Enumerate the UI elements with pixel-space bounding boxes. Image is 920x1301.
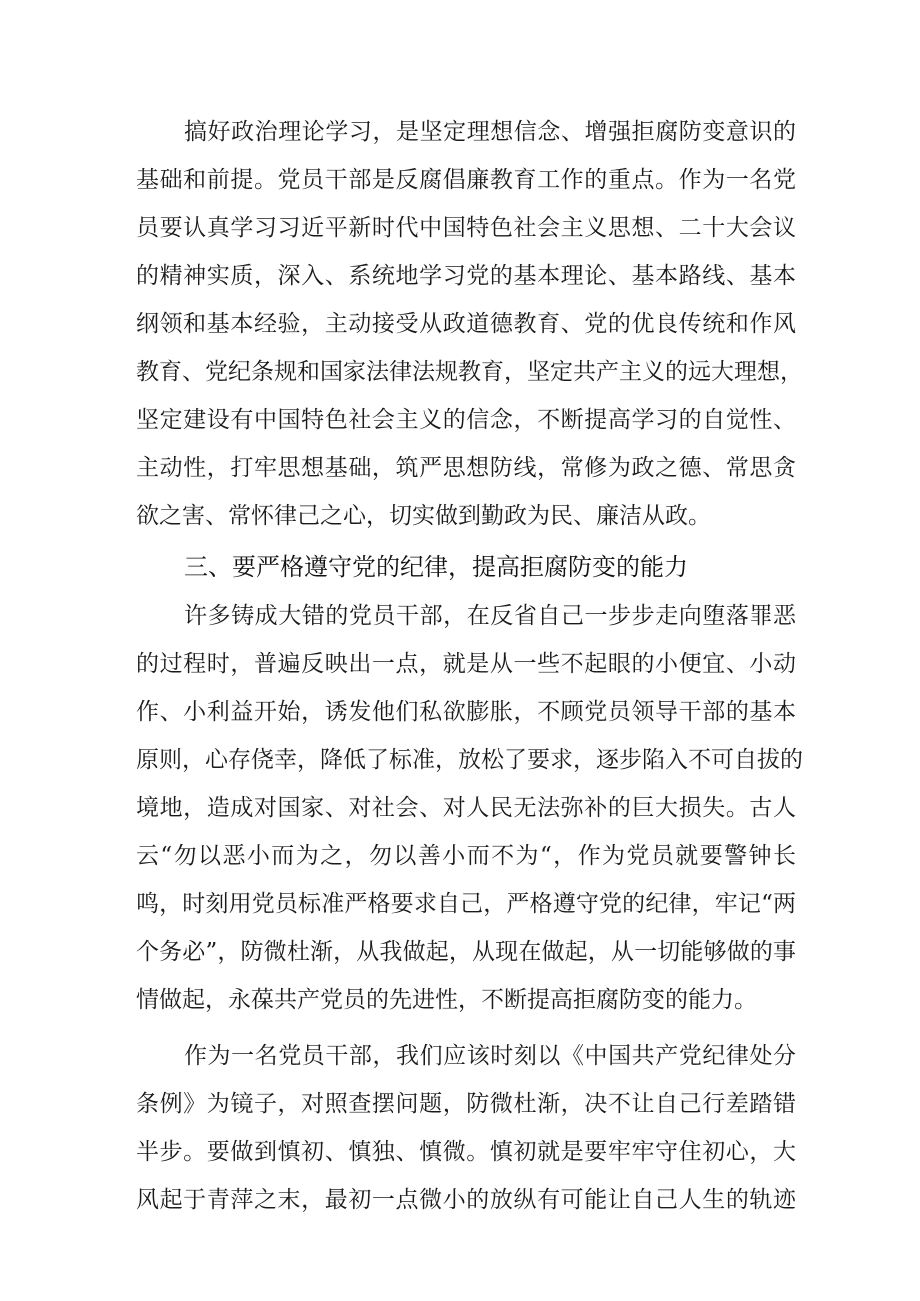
paragraph-line: 的精神实质，深入、系统地学习党的基本理论、基本路线、基本 xyxy=(136,263,796,289)
paragraph-line: 纲领和基本经验，主动接受从政道德教育、党的优良传统和作风 xyxy=(136,311,796,337)
paragraph-line: 情做起，永葆共产党员的先进性，不断提高拒腐防变的能力。 xyxy=(136,987,757,1013)
section-heading: 三、要严格遵守党的纪律，提高拒腐防变的能力 xyxy=(184,553,688,581)
paragraph-line: 员要认真学习习近平新时代中国特色社会主义思想、二十大会议 xyxy=(136,215,796,241)
paragraph-line: 作为一名党员干部，我们应该时刻以《中国共产党纪律处分 xyxy=(184,1043,796,1069)
paragraph-line: 欲之害、常怀律己之心，切实做到勤政为民、廉洁从政。 xyxy=(136,503,711,529)
paragraph-line: 许多铸成大错的党员干部，在反省自己一步步走向堕落罪恶 xyxy=(184,603,796,629)
paragraph-line: 鸣，时刻用党员标准严格要求自己，严格遵守党的纪律，牢记“两 xyxy=(136,891,796,917)
paragraph-line: 境地，造成对国家、对社会、对人民无法弥补的巨大损失。古人 xyxy=(136,795,796,821)
paragraph-line: 云“勿以恶小而为之，勿以善小而不为“，作为党员就要警钟长 xyxy=(136,843,796,869)
paragraph-line: 作、小利益开始，诱发他们私欲膨胀，不顾党员领导干部的基本 xyxy=(136,699,796,725)
paragraph-line: 个务必”，防微杜渐，从我做起，从现在做起，从一切能够做的事 xyxy=(136,939,796,965)
paragraph-line: 主动性，打牢思想基础，筑严思想防线，常修为政之德、常思贪 xyxy=(136,455,796,481)
paragraph-line: 搞好政治理论学习，是坚定理想信念、增强拒腐防变意识的 xyxy=(184,119,796,145)
paragraph-line: 原则，心存侥幸，降低了标准，放松了要求，逐步陷入不可自拔的 xyxy=(136,747,803,773)
paragraph-line: 坚定建设有中国特色社会主义的信念，不断提高学习的自觉性、 xyxy=(136,407,796,433)
paragraph-line: 条例》为镜子，对照查摆问题，防微杜渐，决不让自己行差踏错 xyxy=(136,1091,796,1117)
paragraph-line: 教育、党纪条规和国家法律法规教育，坚定共产主义的远大理想， xyxy=(136,359,803,385)
paragraph-line: 基础和前提。党员干部是反腐倡廉教育工作的重点。作为一名党 xyxy=(136,167,796,193)
paragraph-line: 风起于青萍之末，最初一点微小的放纵有可能让自己人生的轨迹 xyxy=(136,1187,796,1213)
paragraph-line: 的过程时，普遍反映出一点，就是从一些不起眼的小便宜、小动 xyxy=(136,651,796,677)
paragraph-line: 半步。要做到慎初、慎独、慎微。慎初就是要牢牢守住初心，大 xyxy=(136,1139,796,1165)
